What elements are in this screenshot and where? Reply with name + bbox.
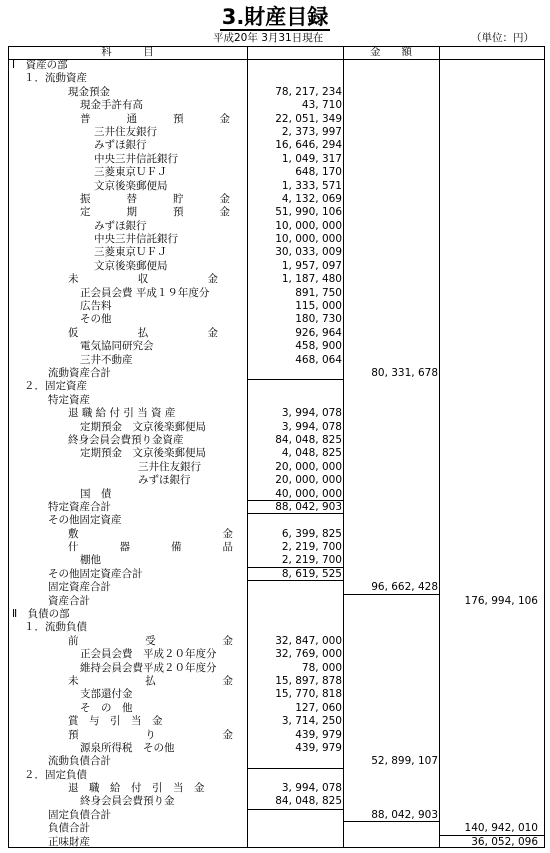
amount-c1: 78, 217, 234 xyxy=(275,85,342,98)
row-label: 什 器 備 品 xyxy=(68,541,233,554)
table-row xyxy=(8,715,545,728)
amount-c1: 3, 994, 078 xyxy=(281,407,342,420)
table-row xyxy=(8,246,545,259)
amount-c1: 891, 750 xyxy=(295,286,342,299)
row-label: みずほ銀行 xyxy=(94,219,147,232)
row-label: １．流動負債 xyxy=(24,621,87,634)
table-row xyxy=(8,287,545,300)
row-label: 未 払 金 xyxy=(68,674,233,687)
table-row xyxy=(8,729,545,742)
row-label: みずほ銀行 xyxy=(94,139,147,152)
as-of-date: 平成20年 3月31日現在 xyxy=(213,32,324,44)
table-row xyxy=(8,59,545,72)
amount-column-header: 金 額 xyxy=(370,46,412,58)
row-label: 文京後楽郵便局 xyxy=(94,259,168,272)
row-label: 三菱東京ＵＦＪ xyxy=(94,246,168,259)
table-row xyxy=(8,153,545,166)
row-label: 賞 与 引 当 金 xyxy=(68,715,163,728)
amount-c1: 127, 060 xyxy=(295,701,342,714)
amount-c1: 439, 979 xyxy=(295,728,342,741)
table-row xyxy=(8,421,545,434)
table-row xyxy=(8,595,545,608)
amount-c1: 439, 979 xyxy=(295,741,342,754)
amount-c1: 180, 730 xyxy=(295,313,342,326)
row-label: 文京後楽郵便局 xyxy=(94,179,168,192)
amount-c2: 80, 331, 678 xyxy=(371,366,438,379)
amount-c1: 2, 219, 700 xyxy=(281,554,342,567)
row-label: 未 収 金 xyxy=(68,273,218,286)
table-row xyxy=(8,514,545,527)
amount-c1: 43, 710 xyxy=(301,99,342,112)
row-label: 定期預金 文京後楽郵便局 xyxy=(80,447,206,460)
table-row xyxy=(8,166,545,179)
amount-c1: 3, 714, 250 xyxy=(281,715,342,728)
table-row xyxy=(8,180,545,193)
row-label: ２．固定負債 xyxy=(24,768,87,781)
table-row xyxy=(8,836,545,849)
row-label: 流動資産合計 xyxy=(48,366,111,379)
table-row xyxy=(8,113,545,126)
table-row xyxy=(8,220,545,233)
table-row xyxy=(8,769,545,782)
table-row xyxy=(8,313,545,326)
table-row xyxy=(8,193,545,206)
row-label: 固定資産合計 xyxy=(48,581,111,594)
amount-c1: 10, 000, 000 xyxy=(275,233,342,246)
row-label: その他固定資産 xyxy=(48,514,122,527)
table-row xyxy=(8,126,545,139)
table-row xyxy=(8,340,545,353)
row-label: 電気協同研究会 xyxy=(80,340,154,353)
amount-c1: 1, 333, 571 xyxy=(281,179,342,192)
table-row xyxy=(8,380,545,393)
amount-c2: 96, 662, 428 xyxy=(371,581,438,594)
amount-c1: 4, 048, 825 xyxy=(281,447,342,460)
table-row xyxy=(8,608,545,621)
table-row xyxy=(8,99,545,112)
row-label: 振 替 貯 金 xyxy=(80,192,230,205)
row-label: 中央三井信託銀行 xyxy=(94,233,178,246)
table-row xyxy=(8,474,545,487)
table-row xyxy=(8,541,545,554)
amount-c1: 1, 957, 097 xyxy=(281,259,342,272)
row-label: ２．固定資産 xyxy=(24,380,87,393)
unit-label: （単位：円） xyxy=(471,32,534,44)
table-row xyxy=(8,260,545,273)
table-row xyxy=(8,354,545,367)
row-label: 現金手許有高 xyxy=(80,99,143,112)
document-title: 3.財産目録 xyxy=(221,5,329,29)
amount-c1: 1, 049, 317 xyxy=(281,152,342,165)
row-label: Ⅱ 負債の部 xyxy=(12,608,70,621)
amount-c1: 84, 048, 825 xyxy=(275,795,342,808)
table-row xyxy=(8,554,545,567)
amount-c1: 2, 219, 700 xyxy=(281,541,342,554)
amount-c1: 458, 900 xyxy=(295,340,342,353)
row-label: そ の 他 xyxy=(80,701,133,714)
amount-c1: 16, 646, 294 xyxy=(275,139,342,152)
amount-c1: 10, 000, 000 xyxy=(275,219,342,232)
row-label: 特定資産合計 xyxy=(48,500,111,513)
table-row xyxy=(8,528,545,541)
table-row xyxy=(8,648,545,661)
amount-c3: 36, 052, 096 xyxy=(471,835,538,848)
table-row xyxy=(8,755,545,768)
row-label: Ⅰ 資産の部 xyxy=(12,59,68,71)
row-label: 特定資産 xyxy=(48,393,90,406)
amount-c1: 15, 897, 878 xyxy=(275,674,342,687)
row-label: 正会員会費 平成１９年度分 xyxy=(80,286,210,299)
table-row xyxy=(8,233,545,246)
amount-c1: 84, 048, 825 xyxy=(275,433,342,446)
amount-c1: 4, 132, 069 xyxy=(281,192,342,205)
amount-c1: 926, 964 xyxy=(295,326,342,339)
table-row xyxy=(8,447,545,460)
table-row xyxy=(8,662,545,675)
subject-column-header: 科 目 xyxy=(101,46,154,58)
amount-c1: 648, 170 xyxy=(295,166,342,179)
row-label: 普 通 預 金 xyxy=(80,112,230,125)
row-label: 三菱東京ＵＦＪ xyxy=(94,166,168,179)
amount-c1: 8, 619, 525 xyxy=(281,567,342,580)
table-row xyxy=(8,434,545,447)
amount-c1: 20, 000, 000 xyxy=(275,460,342,473)
table-row xyxy=(8,702,545,715)
table-row xyxy=(8,488,545,501)
table-row xyxy=(8,72,545,85)
row-label: 定 期 預 金 xyxy=(80,206,230,219)
table-row xyxy=(8,394,545,407)
row-label: その他 xyxy=(80,313,112,326)
table-row xyxy=(8,139,545,152)
row-label: 資産合計 xyxy=(48,594,90,607)
amount-c1: 20, 000, 000 xyxy=(275,474,342,487)
amount-c1: 32, 769, 000 xyxy=(275,648,342,661)
amount-c1: 3, 994, 078 xyxy=(281,782,342,795)
table-row xyxy=(8,407,545,420)
amount-c1: 40, 000, 000 xyxy=(275,487,342,500)
amount-c1: 51, 990, 106 xyxy=(275,206,342,219)
row-label: 三井住友銀行 xyxy=(138,460,201,473)
row-label: 正会員会費 平成２０年度分 xyxy=(80,648,217,661)
amount-c1: 1, 187, 480 xyxy=(281,273,342,286)
amount-c1: 78, 000 xyxy=(301,661,342,674)
table-row xyxy=(8,300,545,313)
table-row xyxy=(8,742,545,755)
amount-c1: 30, 033, 009 xyxy=(275,246,342,259)
row-label: 広告料 xyxy=(80,300,112,313)
table-row xyxy=(8,675,545,688)
row-label: 預 り 金 xyxy=(68,728,233,741)
table-row xyxy=(8,206,545,219)
row-label: 三井住友銀行 xyxy=(94,125,157,138)
amount-c3: 140, 942, 010 xyxy=(464,822,538,835)
row-label: 中央三井信託銀行 xyxy=(94,152,178,165)
row-label: 定期預金 文京後楽郵便局 xyxy=(80,420,206,433)
row-label: 前 受 金 xyxy=(68,634,233,647)
table-row xyxy=(8,367,545,380)
table-row xyxy=(8,822,545,835)
row-label: その他固定資産合計 xyxy=(48,567,143,580)
table-row xyxy=(8,782,545,795)
row-label: 三井不動産 xyxy=(80,353,133,366)
amount-c1: 468, 064 xyxy=(295,353,342,366)
table-row xyxy=(8,635,545,648)
row-label: みずほ銀行 xyxy=(138,474,191,487)
row-label: 敷 金 xyxy=(68,527,233,540)
row-label: 棚他 xyxy=(80,554,101,567)
row-label: 源泉所得税 その他 xyxy=(80,741,175,754)
amount-c1: 22, 051, 349 xyxy=(275,112,342,125)
inventory-table xyxy=(8,59,545,849)
row-label: 固定負債合計 xyxy=(48,808,111,821)
table-row xyxy=(8,809,545,822)
table-row xyxy=(8,86,545,99)
row-label: １．流動資産 xyxy=(24,72,87,85)
row-label: 退 職 給 付 引 当 資 産 xyxy=(68,407,176,420)
row-label: 終身会員会費預り金資産 xyxy=(68,433,184,446)
row-label: 現金預金 xyxy=(68,85,110,98)
row-label: 流動負債合計 xyxy=(48,755,111,768)
table-row xyxy=(8,461,545,474)
row-label: 負債合計 xyxy=(48,822,90,835)
table-row xyxy=(8,795,545,808)
table-row xyxy=(8,568,545,581)
row-label: 退 職 給 付 引 当 金 xyxy=(68,782,205,795)
amount-c1: 115, 000 xyxy=(295,300,342,313)
row-label: 支部還付金 xyxy=(80,688,133,701)
amount-c1: 32, 847, 000 xyxy=(275,634,342,647)
amount-c3: 176, 994, 106 xyxy=(464,594,538,607)
amount-c1: 2, 373, 997 xyxy=(281,125,342,138)
row-label: 仮 払 金 xyxy=(68,326,218,339)
table-row xyxy=(8,501,545,514)
amount-c2: 52, 899, 107 xyxy=(371,755,438,768)
row-label: 終身会員会費預り金 xyxy=(80,795,175,808)
row-label: 国 債 xyxy=(80,487,112,500)
amount-c2: 88, 042, 903 xyxy=(371,808,438,821)
table-row xyxy=(8,621,545,634)
table-row xyxy=(8,581,545,594)
amount-c1: 88, 042, 903 xyxy=(275,500,342,513)
amount-c1: 3, 994, 078 xyxy=(281,420,342,433)
amount-c1: 15, 770, 818 xyxy=(275,688,342,701)
row-label: 正味財産 xyxy=(48,835,90,848)
table-row xyxy=(8,327,545,340)
table-row xyxy=(8,688,545,701)
amount-c1: 6, 399, 825 xyxy=(281,527,342,540)
table-row xyxy=(8,273,545,286)
row-label: 維持会員会費平成２０年度分 xyxy=(80,661,217,674)
